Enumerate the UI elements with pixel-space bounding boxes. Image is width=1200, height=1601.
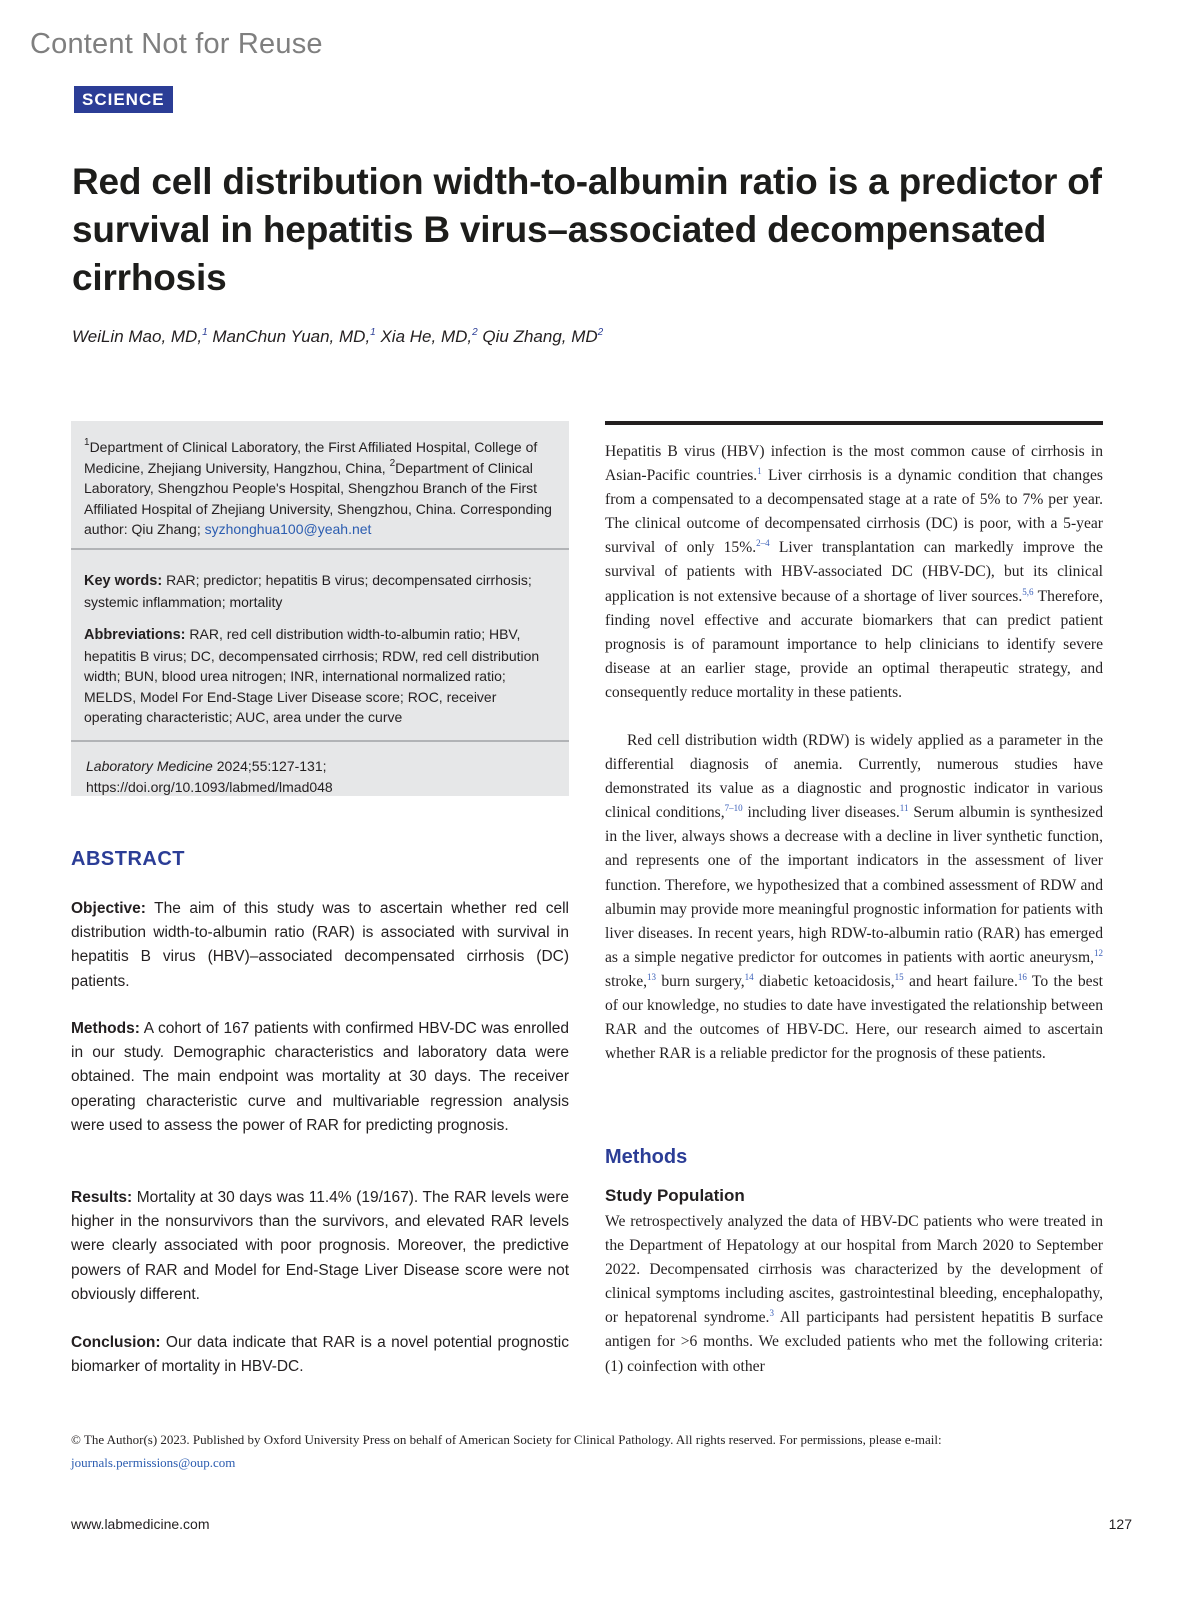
text-run: All participants had persistent hepatitis B surface antigen for >6 months. We excluded patients who met the following criteria: (1) coinfection with other <box>605 1309 1103 1375</box>
article-title: Red cell distribution width-to-albumin ratio is a predictor of survival in hepatitis B virus–associated decompensated cirrhosis <box>72 161 1102 298</box>
methods-paragraph-1 <box>605 1210 1103 1379</box>
affiliation-marker: 1 <box>370 327 376 338</box>
text-run: Serum albumin is synthesized in the liver, always shows a decrease with a decline in liver synthetic function, and represents one of the important indicators in the assessment of liver function. Therefore, we hypothesized that a combined assessment of RDW and albumin may provide more meaningful prognostic information for patients with liver diseases. In recent years, high RDW-to-albumin ratio (RAR) has emerged as a simple negative predictor for outcomes in patients with aortic aneurysm, <box>605 804 1103 966</box>
results-text: Mortality at 30 days was 11.4% (19/167). The RAR levels were higher in the nonsurvivors than the survivors, and elevated RAR levels were clearly associated with poor prognosis. Moreover, the predictive powers of RAR and Model for End-Stage Liver Disease score were not obviously different. <box>71 1189 569 1303</box>
text-run: burn surgery, <box>656 972 745 990</box>
text-run: and heart failure. <box>903 972 1018 990</box>
intro-paragraph-1 <box>605 440 1103 705</box>
text-run: including liver diseases. <box>742 804 900 822</box>
objective-label: Objective: <box>71 900 146 917</box>
abbreviations-text: RAR, red cell distribution width-to-albumin ratio; HBV, hepatitis B virus; DC, decompensated cirrhosis; RDW, red cell distribution width; BUN, blood urea nitrogen; INR, international normalized ratio; MELDS, Model For End-Stage Liver Disease score; ROC, receiver operating characteristic; AUC, area under the curve <box>84 626 540 725</box>
journal-name: Laboratory Medicine <box>86 758 213 774</box>
affiliations <box>84 437 558 540</box>
reference-link[interactable]: 14 <box>744 971 754 982</box>
reference-link[interactable]: 3 <box>769 1308 774 1319</box>
affiliation-marker: 2 <box>472 327 478 338</box>
results-label: Results: <box>71 1189 133 1206</box>
methods-heading: Methods <box>605 1146 688 1168</box>
text-run: Red cell distribution width (RDW) is widely applied as a parameter in the differential diagnosis of anemia. Currently, numerous studies have demonstrated its value as a diagnostic and prognostic indicator in various clinical conditions, <box>605 732 1103 822</box>
intro-paragraph-2 <box>605 729 1103 1066</box>
reference-link[interactable]: 7–10 <box>724 803 743 814</box>
journal-citation <box>86 756 560 797</box>
article-info-box <box>71 421 569 796</box>
author-name: WeiLin Mao, MD, <box>72 327 203 346</box>
abstract-objective <box>71 897 569 994</box>
reference-link[interactable]: 15 <box>894 971 904 982</box>
abstract-results <box>71 1186 569 1307</box>
reference-link[interactable]: 5,6 <box>1022 586 1034 597</box>
abstract-methods <box>71 1017 569 1138</box>
keywords-text: RAR; predictor; hepatitis B virus; decompensated cirrhosis; systemic inflammation; mortality <box>84 572 532 610</box>
abstract-conclusion <box>71 1331 569 1379</box>
reference-link[interactable]: 13 <box>647 971 657 982</box>
affiliation-marker: 2 <box>597 327 604 338</box>
objective-text: The aim of this study was to ascertain whether red cell distribution width-to-albumin ratio (RAR) is associated with survival in hepatitis B virus (HBV)–associated decompensated cirrhosis (DC) patients. <box>71 900 570 990</box>
reference-link[interactable]: 16 <box>1017 971 1027 982</box>
divider <box>71 740 569 742</box>
author-list <box>72 327 603 347</box>
conclusion-label: Conclusion: <box>71 1334 161 1351</box>
conclusion-text: Our data indicate that RAR is a novel potential prognostic biomarker of mortality in HBV-DC. <box>71 1334 569 1376</box>
divider <box>71 548 569 550</box>
text-run: Therefore, finding novel effective and accurate biomarkers that can predict patient prognosis is of paramount importance to help clinicians to identify severe disease at an earlier stage, provide an optimal therapeutic strategy, and consequently reduce mortality in these patients. <box>605 587 1104 701</box>
permissions-email-link[interactable]: journals.permissions@oup.com <box>71 1455 236 1470</box>
text-run: diabetic ketoacidosis, <box>753 972 895 990</box>
abstract-heading: ABSTRACT <box>71 848 185 870</box>
author-name: ManChun Yuan, MD, <box>212 327 371 346</box>
methods-text: A cohort of 167 patients with confirmed HBV-DC was enrolled in our study. Demographic characteristics and laboratory data were obtained. The main endpoint was mortality at 30 days. The receiver operating characteristic curve and multivariable regression analysis were used to assess the power of RAR for predicting prognosis. <box>71 1020 569 1134</box>
copyright-text: © The Author(s) 2023. Published by Oxford University Press on behalf of American Society for Clinical Pathology. All rights reserved. For permissions, please e-mail: <box>71 1432 942 1447</box>
citation-text: 2024;55:127-131; https://doi.org/10.1093/labmed/lmad048 <box>86 758 333 795</box>
author-name: Qiu Zhang, MD <box>482 327 598 346</box>
abbreviations <box>84 624 558 728</box>
footer-website[interactable]: www.labmedicine.com <box>71 1516 210 1532</box>
author-name: Xia He, MD, <box>380 327 473 346</box>
reference-link[interactable]: 11 <box>899 803 909 814</box>
watermark: Content Not for Reuse <box>30 28 323 60</box>
abbreviations-label: Abbreviations: <box>84 627 186 643</box>
section-tag: SCIENCE <box>74 86 173 113</box>
affiliation-marker: 1 <box>202 327 208 338</box>
keywords <box>84 570 558 612</box>
text-run: Hepatitis B virus (HBV) infection is the most common cause of cirrhosis in Asian-Pacific countries. <box>605 443 1103 485</box>
affiliation-2: Department of Clinical Laboratory, Shengzhou People's Hospital, Shengzhou Branch of the First Affiliated Hospital of Zhejiang University, Shengzhou, China. Corresponding author: Qiu Zhang; <box>84 459 552 537</box>
affiliation-1: Department of Clinical Laboratory, the First Affiliated Hospital, College of Medicine, Zhejiang University, Hangzhou, China, <box>84 439 538 476</box>
text-run: We retrospectively analyzed the data of HBV-DC patients who were treated in the Department of Hepatology at our hospital from March 2020 to September 2022. Decompensated cirrhosis was characterized by the development of clinical symptoms including ascites, gastrointestinal bleeding, encephalopathy, or hepatorenal syndrome. <box>605 1213 1103 1327</box>
column-top-rule <box>605 421 1103 425</box>
study-population-heading: Study Population <box>605 1186 745 1205</box>
corresponding-email-link[interactable]: syzhonghua100@yeah.net <box>204 521 372 537</box>
methods-label: Methods: <box>71 1020 140 1037</box>
affiliation-marker: 1 <box>84 437 90 448</box>
text-run: To the best of our knowledge, no studies to date have investigated the relationship between RAR and the outcomes of HBV-DC. Here, our research aimed to ascertain whether RAR is a reliable predictor for the prognosis of these patients. <box>605 972 1103 1063</box>
text-run: stroke, <box>605 972 648 990</box>
reference-link[interactable]: 1 <box>757 466 762 477</box>
keywords-label: Key words: <box>84 573 163 589</box>
reference-link[interactable]: 12 <box>1094 947 1103 958</box>
text-run: Liver transplantation can markedly improve the survival of patients with HBV-associated DC (HBV-DC), but its clinical application is not extensive because of a shortage of liver sources. <box>605 539 1103 605</box>
affiliation-marker: 2 <box>389 457 396 469</box>
text-run: Liver cirrhosis is a dynamic condition that changes from a compensated to a decompensated stage at a rate of 5% to 7% per year. The clinical outcome of decompensated cirrhosis (DC) is poor, with a 5-year survival of only 15%. <box>605 467 1104 557</box>
page-number: 127 <box>1108 1516 1132 1532</box>
copyright-notice <box>71 1428 1111 1474</box>
reference-link[interactable]: 2–4 <box>756 538 770 549</box>
